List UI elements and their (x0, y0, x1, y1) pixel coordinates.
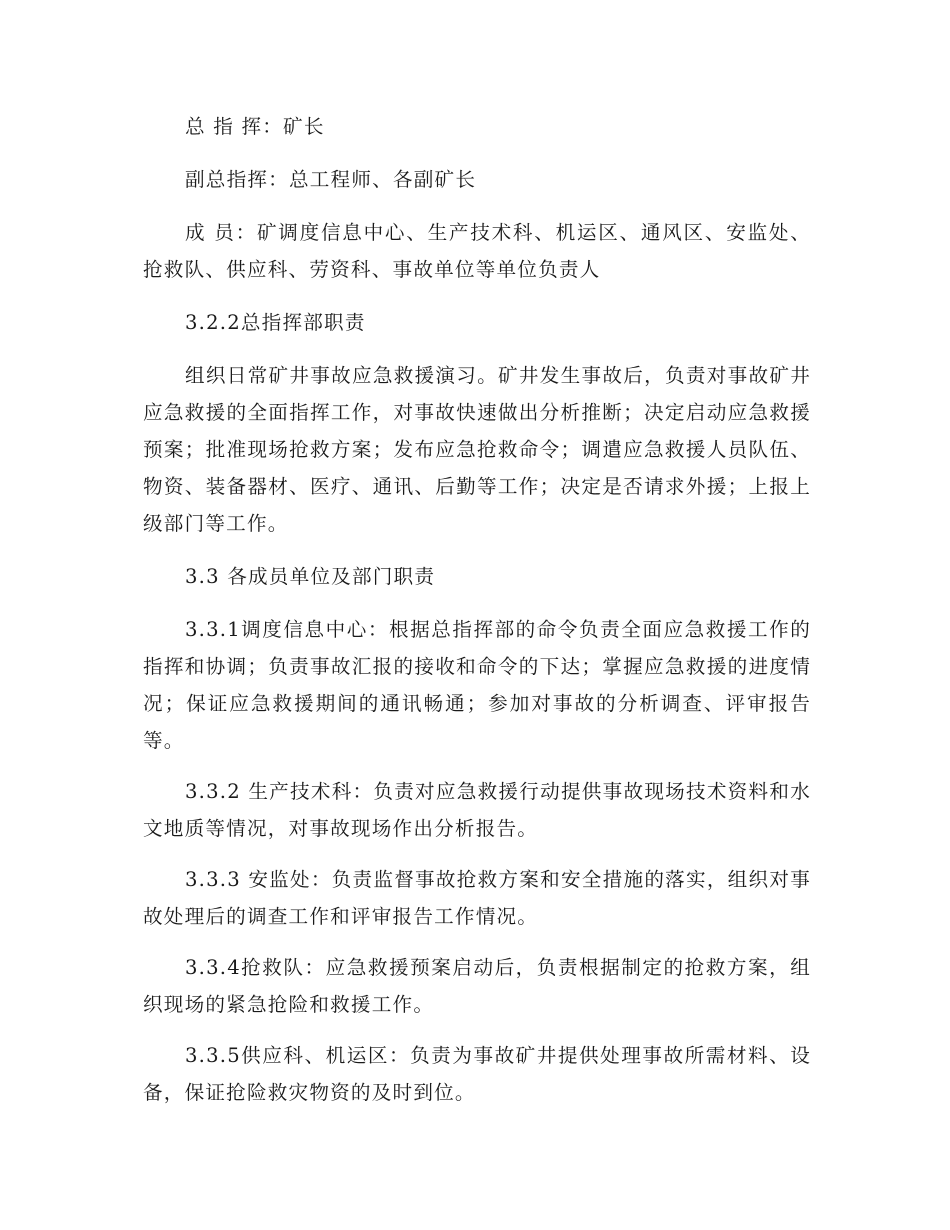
members-paragraph: 成 员：矿调度信息中心、生产技术科、机运区、通风区、安监处、抢救队、供应科、劳资科、事故单位等单位负责人 (143, 221, 811, 281)
production-tech-duties-paragraph: 3.3.2 生产技术科：负责对应急救援行动提供事故现场技术资料和水文地质等情况，对事故现场作出分析报告。 (143, 780, 811, 840)
dispatch-center-duties-paragraph: 3.3.1调度信息中心：根据总指挥部的命令负责全面应急救援工作的指挥和协调；负责事故汇报的接收和命令的下达；掌握应急救援的进度情况；保证应急救援期间的通讯畅通；参加对事故的分析调查、评审报告等。 (143, 618, 811, 752)
supply-dept-duties-paragraph: 3.3.5供应科、机运区：负责为事故矿井提供处理事故所需材料、设备，保证抢险救灾物资的及时到位。 (143, 1044, 811, 1104)
commander-line: 总 指 挥：矿长 (185, 115, 325, 138)
document-body (143, 108, 811, 1111)
section-heading-3-2-2: 3.2.2总指挥部职责 (185, 311, 366, 334)
section-heading-3-3: 3.3 各成员单位及部门职责 (185, 565, 436, 588)
deputy-commander-line: 副总指挥：总工程师、各副矿长 (185, 168, 477, 191)
safety-supervision-duties-paragraph: 3.3.3 安监处：负责监督事故抢救方案和安全措施的落实，组织对事故处理后的调查工作和评审报告工作情况。 (143, 868, 811, 928)
headquarters-duties-paragraph: 组织日常矿井事故应急救援演习。矿井发生事故后，负责对事故矿井应急救援的全面指挥工作，对事故快速做出分析推断；决定启动应急救援预案；批准现场抢救方案；发布应急抢救命令；调遣应急救援人员队伍、物资、装备器材、医疗、通讯、后勤等工作；决定是否请求外援；上报上级部门等工作。 (143, 364, 811, 535)
rescue-team-duties-paragraph: 3.3.4抢救队：应急救援预案启动后，负责根据制定的抢救方案，组织现场的紧急抢险和救援工作。 (143, 956, 811, 1016)
